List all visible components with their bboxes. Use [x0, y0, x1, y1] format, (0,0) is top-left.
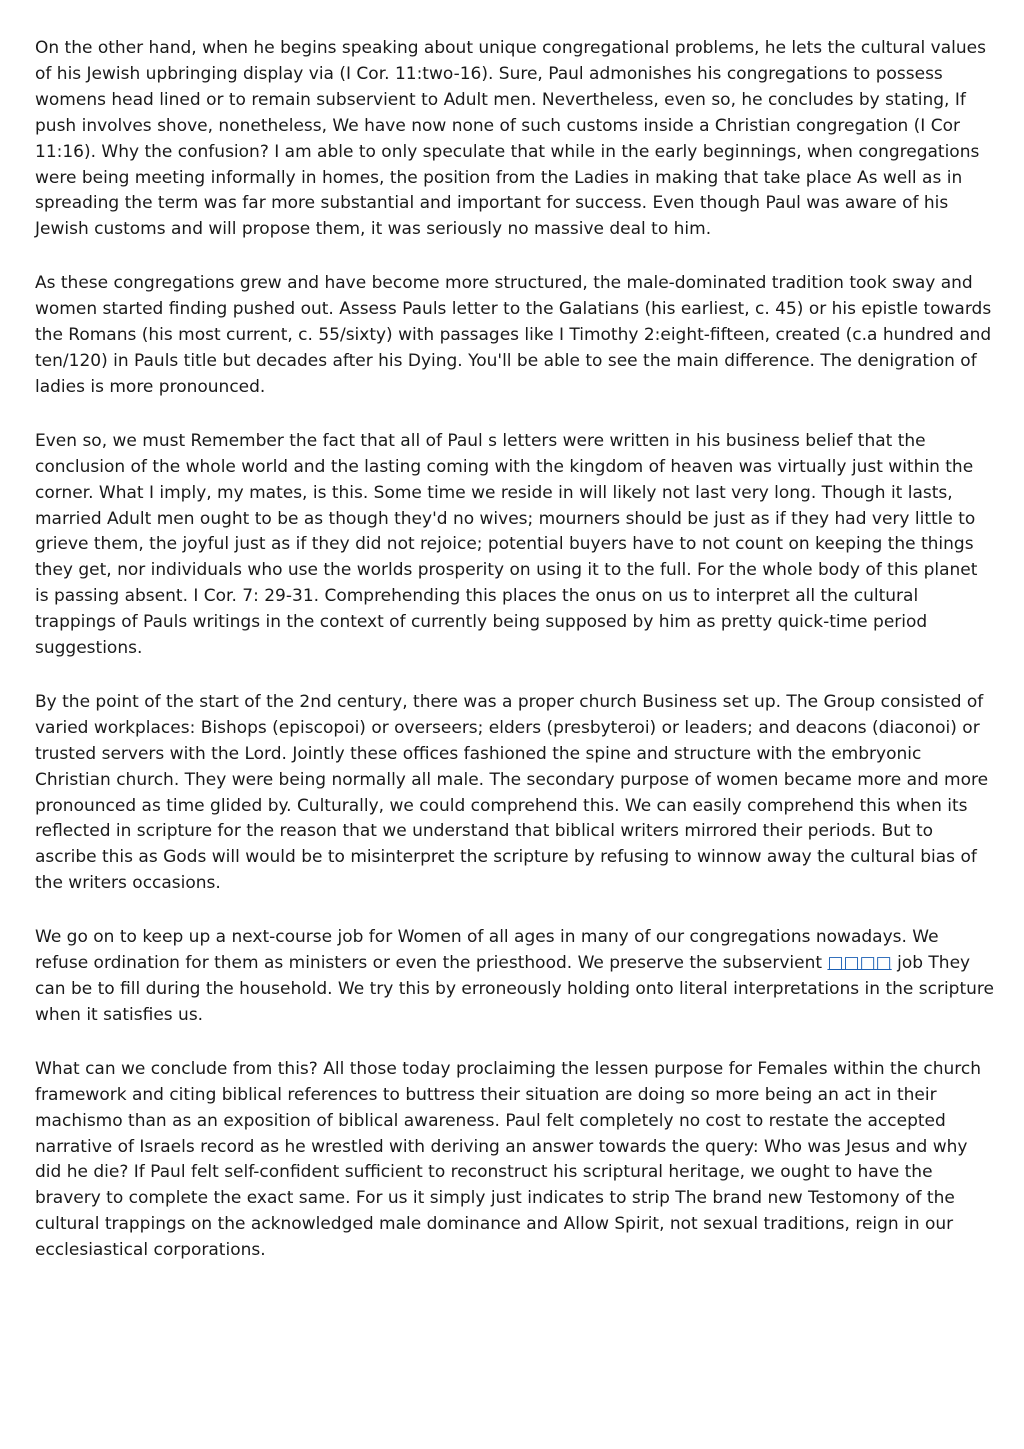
paragraph-3: Even so, we must Remember the fact that all of Paul s letters were written in his business belief that the conclusion of the whole world and the lasting coming with the kingdom of heaven was virtually just within the corner. What I imply, my mates, is this. Some time we reside in will likely not last very long. Though it lasts, married Adult men ought to be as though they'd no wives; mourners should be just as if they had very little to grieve them, the joyful just as if they did not rejoice; potential buyers have to not count on keeping the things they get, nor individuals who use the worlds prosperity on using it to the full. For the whole body of this planet is passing absent. I Cor. 7: 29-31. Comprehending this places the onus on us to interpret all the cultural trappings of Pauls writings in the context of currently being supposed by him as pretty quick-time period suggestions.: [35, 430, 978, 659]
inline-link[interactable]: □□□□: [827, 953, 892, 974]
paragraph-5-text-before: We go on to keep up a next-course job for Women of all ages in many of our congregations nowadays. We refuse ordination for them as ministers or even the priesthood. We preserve the subservient: [35, 927, 939, 974]
paragraph-5-text-after: job They can be to fill during the household. We try this by erroneously holding onto literal interpretations in the scripture when it satisfies us.: [35, 953, 994, 1025]
paragraph-1: On the other hand, when he begins speaking about unique congregational problems, he lets the cultural values of his Jewish upbringing display via (I Cor. 11:two-16). Sure, Paul admonishes his congregations to possess womens head lined or to remain subservient to Adult men. Nevertheless, even so, he concludes by stating, If push involves shove, nonetheless, We have now none of such customs inside a Christian congregation (I Cor 11:16). Why the confusion? I am able to only speculate that while in the early beginnings, when congregations were being meeting informally in homes, the position from the Ladies in making that take place As well as in spreading the term was far more substantial and important for success. Even though Paul was aware of his Jewish customs and will propose them, it was seriously no massive deal to him.: [35, 38, 986, 240]
paragraph-2: As these congregations grew and have become more structured, the male-dominated tradition took sway and women started finding pushed out. Assess Pauls letter to the Galatians (his earliest, c. 45) or his epistle towards the Romans (his most current, c. 55/sixty) with passages like I Timothy 2:eight-fifteen, created (c.a hundred and ten/120) in Pauls title but decades after his Dying. You'll be able to see the main difference. The denigration of ladies is more pronounced.: [35, 273, 992, 397]
article-body: [35, 36, 995, 1292]
paragraph-6: What can we conclude from this? All those today proclaiming the lessen purpose for Females within the church framework and citing biblical references to buttress their situation are doing so more being an act in their machismo than as an exposition of biblical awareness. Paul felt completely no cost to restate the accepted narrative of Israels record as he wrestled with deriving an answer towards the query: Who was Jesus and why did he die? If Paul felt self-confident sufficient to reconstruct his scriptural heritage, we ought to have the bravery to complete the exact same. For us it simply just indicates to strip The brand new Testomony of the cultural trappings on the acknowledged male dominance and Allow Spirit, not sexual traditions, reign in our ecclesiastical corporations.: [35, 1058, 981, 1261]
paragraph-5: [35, 925, 995, 1029]
paragraph-4: By the point of the start of the 2nd century, there was a proper church Business set up. The Group consisted of varied workplaces: Bishops (episcopoi) or overseers; elders (presbyteroi) or leaders; and deacons (diaconoi) or trusted servers with the Lord. Jointly these offices fashioned the spine and structure with the embryonic Christian church. They were being normally all male. The secondary purpose of women became more and more pronounced as time glided by. Culturally, we could comprehend this. We can easily comprehend this when its reflected in scripture for the reason that we understand that biblical writers mirrored their periods. But to ascribe this as Gods will would be to misinterpret the scripture by refusing to winnow away the cultural bias of the writers occasions.: [35, 691, 989, 894]
